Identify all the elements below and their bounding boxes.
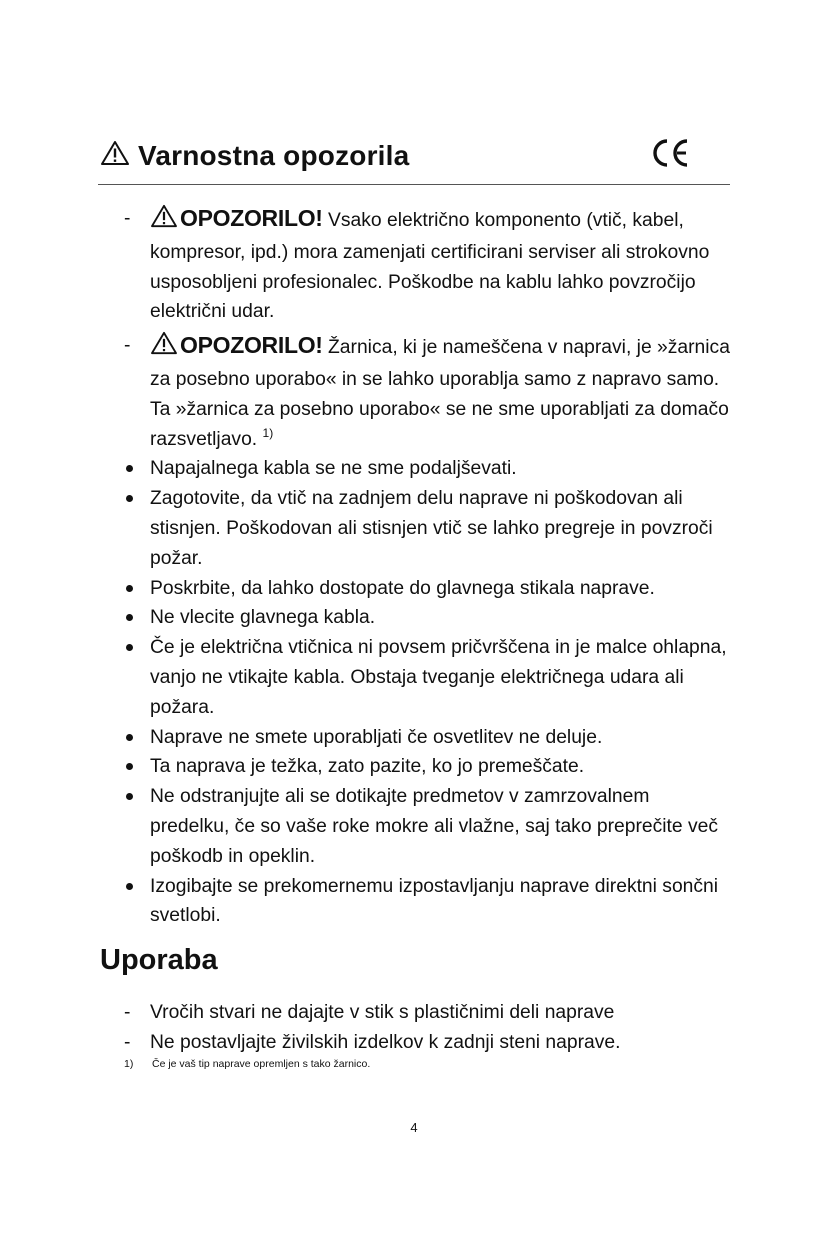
list-item (118, 204, 730, 327)
footnote (124, 1058, 370, 1070)
list-item (118, 782, 730, 871)
footnote-number: 1) (124, 1058, 134, 1070)
item-text: Vročih stvari ne dajajte v stik s plastičnimi deli naprave (150, 1002, 615, 1023)
bullet-icon (126, 763, 133, 770)
bullet-icon (126, 644, 133, 651)
list-item (118, 1028, 730, 1058)
item-text: Poskrbite, da lahko dostopate do glavnega stikala naprave. (150, 577, 655, 599)
item-text: Žarnica, ki je nameščena v napravi, je »žarnica za posebno uporabo« in se lahko uporablja samo z napravo samo. Ta »žarnica za posebno uporabo« se ne sme uporabljati za domačo razsvetljavo. (150, 337, 730, 450)
bullet-icon (126, 495, 133, 502)
item-text: Naprave ne smete uporabljati če osvetlitev ne deluje. (150, 726, 603, 748)
bullet-icon (126, 585, 133, 592)
item-text: Izogibajte se prekomernemu izpostavljanju naprave direktni sončni svetlobi. (150, 875, 719, 927)
warning-triangle-icon (150, 204, 178, 238)
warning-triangle-icon (100, 140, 130, 171)
warning-label: OPOZORILO! (180, 332, 323, 359)
list-item (118, 603, 730, 633)
item-text: Napajalnega kabla se ne sme podaljševati. (150, 458, 517, 480)
section-title-usage: Uporaba (100, 944, 218, 976)
list-item (118, 331, 730, 454)
section-header-safety (98, 136, 730, 185)
list-item (118, 484, 730, 573)
item-text: Ne vlecite glavnega kabla. (150, 607, 376, 629)
list-item (118, 454, 730, 484)
item-text: Ta naprava je težka, zato pazite, ko jo premeščate. (150, 756, 585, 778)
bullet-icon (126, 465, 133, 472)
list-item (118, 998, 730, 1028)
dash-marker: - (124, 208, 131, 229)
item-text: Če je električna vtičnica ni povsem pričvrščena in je malce ohlapna, vanjo ne vtikajte kabla. Obstaja tveganje električnega udara ali požara. (150, 637, 727, 718)
item-text: Ne odstranjujte ali se dotikajte predmetov v zamrzovalnem predelku, če so vaše roke mokre ali vlažne, saj tako preprečite več poškodb in opeklin. (150, 786, 718, 867)
bullet-icon (126, 614, 133, 621)
dash-marker: - (124, 1002, 131, 1023)
ce-mark-logo (652, 138, 690, 173)
item-text: Zagotovite, da vtič na zadnjem delu naprave ni poškodovan ali stisnjen. Poškodovan ali stisnjen vtič se lahko pregreje in povzroči požar. (150, 488, 713, 569)
footnote-reference: 1) (262, 425, 274, 440)
safety-warnings-list (118, 204, 730, 931)
item-text: Vsako električno komponento (vtič, kabel, kompresor, ipd.) mora zamenjati certificirani serviser ali strokovno usposobljeni profesionalec. Poškodbe na kablu lahko povzročijo električni udar. (150, 210, 710, 323)
bullet-icon (126, 883, 133, 890)
dash-marker: - (124, 1031, 131, 1053)
footnote-text: Če je vaš tip naprave opremljen s tako žarnico. (152, 1058, 371, 1070)
item-text: Ne postavljajte živilskih izdelkov k zadnji steni naprave. (150, 1031, 621, 1053)
list-item (118, 633, 730, 722)
section-title: Varnostna opozorila (138, 140, 410, 171)
warning-label: OPOZORILO! (180, 205, 323, 231)
bullet-icon (126, 734, 133, 741)
bullet-icon (126, 793, 133, 800)
warning-triangle-icon (150, 331, 178, 365)
dash-marker: - (124, 335, 131, 357)
usage-list (118, 998, 730, 1058)
list-item (118, 574, 730, 604)
list-item (118, 872, 730, 932)
list-item (118, 723, 730, 753)
list-item (118, 752, 730, 782)
page-number: 4 (410, 1120, 418, 1135)
